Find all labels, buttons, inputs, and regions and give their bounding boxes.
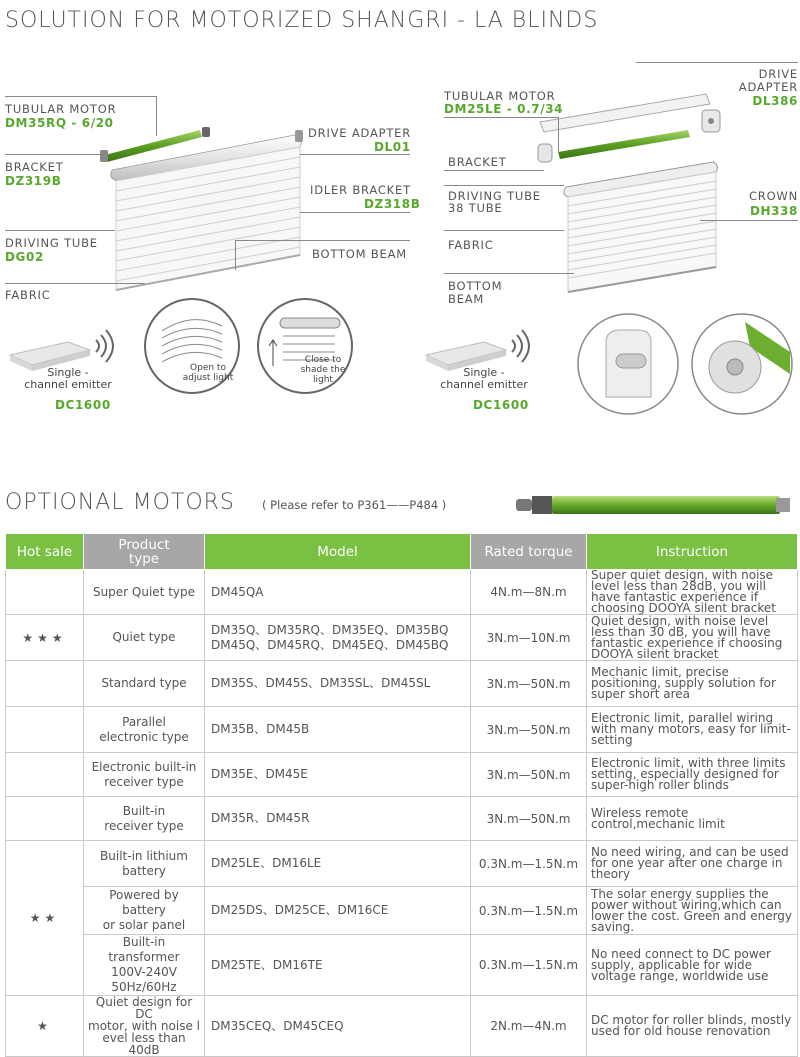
instruction-cell: The solar energy supplies the power without wiring,which can lower the cost. Green and energy saving. <box>587 887 798 935</box>
label-driving-tube: DRIVING TUBE <box>5 236 98 250</box>
hot-sale-cell <box>6 797 84 841</box>
instruction-cell: Wireless remote control,mechanic limit <box>587 797 798 841</box>
page-reference-note: ( Please refer to P361——P484 ) <box>262 498 447 512</box>
instruction-cell: Electronic limit, with three limits setting, especially designed for super-high roller blinds <box>587 753 798 797</box>
torque-cell: 0.3N.m—1.5N.m <box>471 841 587 887</box>
label-tubular-motor: TUBULAR MOTOR <box>5 102 117 116</box>
torque-cell: 3N.m—50N.m <box>471 753 587 797</box>
table-row <box>6 887 798 935</box>
table-row <box>6 661 798 707</box>
hot-sale-cell <box>6 661 84 707</box>
left-emitter-line2: channel emitter <box>24 378 112 391</box>
model-cell: DM35Q、DM35RQ、DM35EQ、DM35BQ DM45Q、DM45RQ、DM45EQ、DM45BQ <box>205 615 471 661</box>
label-bracket: BRACKET <box>5 160 64 174</box>
label-bottom-beam: BOTTOM BEAM <box>312 247 407 261</box>
left-blind-illustration <box>90 115 320 305</box>
right-code-drive-adapter: DL386 <box>752 94 798 108</box>
left-emitter-line1: Single - <box>47 366 89 379</box>
instruction-cell: No need wiring, and can be used for one year after one charge in theory <box>587 841 798 887</box>
torque-cell: 4N.m—8N.m <box>471 570 587 615</box>
right-label-bottom-beam-2: BEAM <box>448 292 485 306</box>
code-bracket: DZ319B <box>5 174 62 188</box>
model-cell: DM35E、DM45E <box>205 753 471 797</box>
header-product-type: Product type <box>84 534 205 570</box>
table-row <box>6 707 798 753</box>
hot-sale-cell <box>6 753 84 797</box>
detail-close-line2: shade the <box>300 365 346 375</box>
instruction-cell: Quiet design, with noise level less than 30 dB, you will have fantastic experience if choosing DOOYA silent bracket <box>587 615 798 661</box>
table-row <box>6 753 798 797</box>
drive-adapter-part-icon <box>700 108 722 134</box>
model-cell: DM35S、DM45S、DM35SL、DM45SL <box>205 661 471 707</box>
left-emitter-code: DC1600 <box>55 398 111 412</box>
label-idler-bracket: IDLER BRACKET <box>310 183 411 197</box>
table-row <box>6 841 798 887</box>
table-row <box>6 797 798 841</box>
model-cell: DM25TE、DM16TE <box>205 935 471 996</box>
table-row <box>6 570 798 615</box>
product-type-cell: Quiet design for DC motor, with noise l evel less than 40dB <box>84 996 205 1057</box>
product-type-cell: Parallel electronic type <box>84 707 205 753</box>
model-cell: DM35B、DM45B <box>205 707 471 753</box>
product-type-cell: Electronic built-in receiver type <box>84 753 205 797</box>
section-title: SOLUTION FOR MOTORIZED SHANGRI - LA BLINDS <box>5 8 599 33</box>
right-label-bottom-beam-1: BOTTOM <box>448 279 503 293</box>
model-cell: DM45QA <box>205 570 471 615</box>
right-label-drive-adapter-1: DRIVE <box>758 67 798 81</box>
hot-sale-stars: ★★ <box>6 841 84 996</box>
detail-close-line3: light <box>313 375 333 385</box>
code-driving-tube: DG02 <box>5 250 44 264</box>
model-cell: DM35CEQ、DM45CEQ <box>205 996 471 1057</box>
motor-tube-illustration <box>514 490 794 520</box>
code-tubular-motor: DM35RQ - 6/20 <box>5 116 114 130</box>
instruction-cell: No need connect to DC power supply, applicable for wide voltage range, worldwide use <box>587 935 798 996</box>
instruction-cell: Super quiet design, with noise level less than 28dB, you will have fantastic experience if choosing DOOYA silent bracket <box>587 570 798 615</box>
right-label-tubular-motor: TUBULAR MOTOR <box>444 89 556 103</box>
right-label-drive-adapter-2: ADAPTER <box>738 80 798 94</box>
right-label-driving-tube-1: DRIVING TUBE <box>448 189 541 203</box>
optional-motors-title: OPTIONAL MOTORS <box>5 490 235 515</box>
hot-sale-cell <box>6 570 84 615</box>
torque-cell: 2N.m—4N.m <box>471 996 587 1057</box>
table-row <box>6 996 798 1057</box>
torque-cell: 0.3N.m—1.5N.m <box>471 887 587 935</box>
product-type-cell: Built-in transformer 100V-240V 50Hz/60Hz <box>84 935 205 996</box>
table-header-row <box>6 534 798 570</box>
model-cell: DM25DS、DM25CE、DM16CE <box>205 887 471 935</box>
product-type-cell: Standard type <box>84 661 205 707</box>
hot-sale-stars: ★ <box>6 996 84 1057</box>
detail-open-line2: adjust light <box>182 373 234 383</box>
model-cell: DM25LE、DM16LE <box>205 841 471 887</box>
torque-cell: 3N.m—10N.m <box>471 615 587 661</box>
detail-close-line1: Close to <box>304 355 342 365</box>
torque-cell: 0.3N.m—1.5N.m <box>471 935 587 996</box>
right-label-bracket: BRACKET <box>448 155 507 169</box>
right-emitter-line1: Single - <box>463 366 505 379</box>
product-type-cell: Built-in receiver type <box>84 797 205 841</box>
hot-sale-stars: ★★★ <box>6 615 84 661</box>
code-idler-bracket: DZ318B <box>364 197 421 211</box>
product-type-cell: Quiet type <box>84 615 205 661</box>
header-instruction: Instruction <box>587 534 798 570</box>
code-drive-adapter: DL01 <box>374 140 411 154</box>
instruction-cell: DC motor for roller blinds, mostly used for old house renovation <box>587 996 798 1057</box>
optional-motors-table <box>5 533 798 1057</box>
model-cell: DM35R、DM45R <box>205 797 471 841</box>
torque-cell: 3N.m—50N.m <box>471 661 587 707</box>
right-label-crown: CROWN <box>748 189 798 203</box>
detail-open-line1: Open to <box>190 363 226 373</box>
product-type-cell: Super Quiet type <box>84 570 205 615</box>
right-label-fabric: FABRIC <box>448 238 494 252</box>
table-row <box>6 935 798 996</box>
instruction-cell: Electronic limit, parallel wiring with many motors, easy for limit-setting <box>587 707 798 753</box>
header-hot-sale: Hot sale <box>6 534 84 570</box>
hot-sale-cell <box>6 707 84 753</box>
product-type-cell: Powered by battery or solar panel <box>84 887 205 935</box>
instruction-cell: Mechanic limit, precise positioning, supply solution for super short area <box>587 661 798 707</box>
crown-detail-illustration <box>690 312 798 416</box>
right-code-crown: DH338 <box>749 204 798 218</box>
header-model: Model <box>205 534 471 570</box>
right-code-tubular-motor: DM25LE - 0.7/34 <box>444 102 564 116</box>
bracket-detail-illustration <box>576 312 680 416</box>
label-fabric: FABRIC <box>5 288 51 302</box>
torque-cell: 3N.m—50N.m <box>471 707 587 753</box>
table-row <box>6 615 798 661</box>
right-label-driving-tube-2: 38 TUBE <box>448 201 503 215</box>
right-emitter-code: DC1600 <box>473 398 529 412</box>
label-drive-adapter: DRIVE ADAPTER <box>308 126 412 140</box>
right-emitter-line2: channel emitter <box>440 378 528 391</box>
product-type-cell: Built-in lithium battery <box>84 841 205 887</box>
header-rated-torque: Rated torque <box>471 534 587 570</box>
torque-cell: 3N.m—50N.m <box>471 797 587 841</box>
